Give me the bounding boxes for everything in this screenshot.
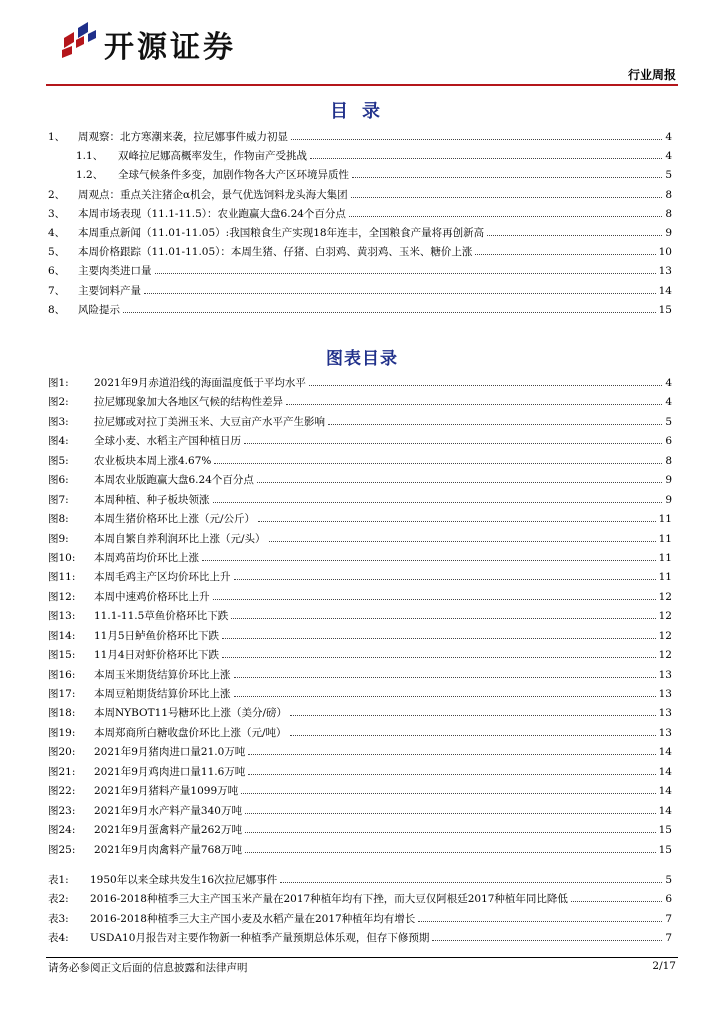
- figure-item-page: 11: [658, 571, 672, 584]
- table-item[interactable]: [48, 891, 672, 910]
- toc-item-text: 全球气候条件多变，加剧作物各大产区环境异质性: [118, 169, 349, 182]
- toc-item-number: 4、: [48, 226, 66, 239]
- figure-item-number: 图23:: [48, 804, 76, 817]
- figure-item[interactable]: [48, 453, 672, 472]
- figure-item-page: 5: [665, 415, 672, 428]
- dot-leader: [231, 618, 655, 619]
- figure-item-text: 本周自繁自养利润环比上涨（元/头）: [94, 532, 266, 545]
- figure-item-text: 2021年9月猪料产量1099万吨: [94, 785, 239, 798]
- dot-leader: [290, 735, 656, 736]
- dot-leader: [144, 293, 656, 294]
- toc-item[interactable]: [48, 167, 672, 186]
- figure-item-number: 图5:: [48, 454, 69, 467]
- figure-item[interactable]: [48, 705, 672, 724]
- figure-item[interactable]: [48, 433, 672, 452]
- figure-item-text: 11月4日对虾价格环比下跌: [94, 649, 220, 662]
- figure-item-page: 13: [658, 707, 672, 720]
- dot-leader: [245, 852, 656, 853]
- toc-item[interactable]: [48, 148, 672, 167]
- toc-item-page: 4: [665, 150, 672, 163]
- kaiyuan-logo-icon: [58, 20, 98, 60]
- figure-item-page: 11: [658, 551, 672, 564]
- dot-leader: [571, 901, 662, 902]
- table-list: [48, 872, 672, 949]
- toc-list: [48, 129, 672, 321]
- dot-leader: [310, 158, 662, 159]
- dot-leader: [234, 579, 656, 580]
- figure-item-page: 14: [658, 785, 672, 798]
- toc-item-text: 本周价格跟踪（11.01-11.05）：本周生猪、仔猪、白羽鸡、黄羽鸡、玉米、糖价上涨: [78, 246, 473, 259]
- figure-item-page: 12: [658, 590, 672, 603]
- toc-item[interactable]: [48, 129, 672, 148]
- figure-item-page: 13: [658, 688, 672, 700]
- toc-item-page: 14: [658, 284, 672, 297]
- figure-item-page: 12: [658, 629, 672, 642]
- figure-item[interactable]: [48, 414, 672, 433]
- figure-item-page: 11: [658, 532, 672, 545]
- toc-item-page: 8: [665, 188, 672, 201]
- table-item-text: USDA10月报告对主要作物新一种植季产量预期总体乐观，但存下修预期: [90, 931, 430, 944]
- figure-item-number: 图22:: [48, 785, 76, 798]
- table-item-number: 表1:: [48, 874, 69, 886]
- toc-item-number: 5、: [48, 246, 66, 259]
- figure-item-text: 本周生猪价格环比上涨（元/公斤）: [94, 513, 256, 526]
- figure-item-text: 2021年9月鸡肉进口量11.6万吨: [94, 765, 246, 778]
- toc-item-number: 1、: [48, 131, 66, 143]
- dot-leader: [349, 216, 662, 217]
- figure-item-text: 2021年9月猪肉进口量21.0万吨: [94, 746, 246, 759]
- toc-item-page: 9: [665, 226, 672, 239]
- figure-item-number: 图11:: [48, 571, 76, 584]
- dot-leader: [248, 774, 655, 775]
- toc-item[interactable]: [48, 302, 672, 321]
- figure-item[interactable]: [48, 783, 672, 802]
- figure-item-text: 2021年9月水产料产量340万吨: [94, 804, 242, 817]
- table-item-page: 6: [665, 893, 672, 906]
- figure-item[interactable]: [48, 394, 672, 413]
- table-item[interactable]: [48, 872, 672, 891]
- figure-item-text: 拉尼娜现象加大各地区气候的结构性差异: [94, 396, 283, 409]
- figure-item[interactable]: [48, 725, 672, 744]
- figure-item[interactable]: [48, 511, 672, 530]
- figure-item[interactable]: [48, 744, 672, 763]
- toc-item-number: 8、: [48, 303, 66, 316]
- table-item-text: 2016-2018种植季三大主产国小麦及水稻产量在2017种植年均有增长: [90, 912, 416, 925]
- figure-item[interactable]: [48, 842, 672, 861]
- figure-item-page: 12: [658, 649, 672, 662]
- dot-leader: [245, 813, 656, 814]
- dot-leader: [123, 312, 656, 313]
- table-item-page: 7: [665, 931, 672, 944]
- figure-item[interactable]: [48, 375, 672, 394]
- figure-item-page: 13: [658, 726, 672, 739]
- toc-item-page: 5: [665, 169, 672, 182]
- figure-list: [48, 375, 672, 861]
- figure-item[interactable]: [48, 822, 672, 841]
- table-item-number: 表2:: [48, 893, 69, 906]
- figure-item-number: 图13:: [48, 610, 76, 623]
- figure-item-page: 6: [665, 435, 672, 448]
- figure-item-number: 图18:: [48, 707, 76, 720]
- figure-item-text: 拉尼娜或对拉丁美洲玉米、大豆亩产水平产生影响: [94, 415, 325, 428]
- dot-leader: [291, 139, 662, 140]
- figure-item[interactable]: [48, 472, 672, 491]
- toc-item-text: 周观点：重点关注猪企α机会，景气优选饲料龙头海大集团: [78, 188, 348, 201]
- figure-item-number: 图20:: [48, 746, 76, 759]
- toc-item-text: 本周市场表现（11.1-11.5）：农业跑赢大盘6.24个百分点: [78, 207, 346, 220]
- dot-leader: [155, 273, 656, 274]
- dot-leader: [351, 197, 663, 198]
- page-header: [0, 0, 724, 90]
- figure-item-page: 9: [665, 474, 672, 487]
- dot-leader: [418, 921, 662, 922]
- figure-item-text: 本周鸡苗均价环比上涨: [94, 551, 199, 564]
- report-type-label: 行业周报: [627, 68, 676, 82]
- dot-leader: [309, 385, 662, 386]
- figure-item-page: 14: [658, 765, 672, 778]
- toc-item-page: 10: [658, 246, 672, 259]
- dot-leader: [222, 657, 656, 658]
- toc-item-text: 风险提示: [78, 303, 120, 316]
- figure-item-text: 本周郑商所白糖收盘价环比上涨（元/吨）: [94, 726, 287, 739]
- figure-item-text: 本周农业版跑赢大盘6.24个百分点: [94, 474, 254, 487]
- figure-item-page: 4: [665, 396, 672, 409]
- figure-item[interactable]: [48, 686, 672, 705]
- toc-item-number: 3、: [48, 207, 66, 220]
- figure-item[interactable]: [48, 569, 672, 588]
- figure-item-number: 图9:: [48, 532, 69, 545]
- dot-leader: [432, 940, 662, 941]
- figure-item-text: 本周中速鸡价格环比上升: [94, 590, 210, 603]
- figure-item[interactable]: [48, 531, 672, 550]
- figure-item[interactable]: [48, 803, 672, 822]
- figure-item-text: 2021年9月肉禽料产量768万吨: [94, 843, 242, 856]
- table-item-text: 1950年以来全球共发生16次拉尼娜事件: [90, 874, 278, 886]
- toc-title: 目录: [330, 101, 394, 122]
- table-item-text: 2016-2018种植季三大主产国玉米产量在2017种植年均有下挫，而大豆仅阿根廷2017种植年同比降低: [90, 893, 568, 906]
- figure-item-number: 图1:: [48, 377, 69, 389]
- figure-item-number: 图24:: [48, 824, 76, 837]
- dot-leader: [214, 463, 662, 464]
- figures-title: 图表目录: [326, 349, 398, 369]
- figure-item-page: 12: [658, 610, 672, 623]
- dot-leader: [280, 882, 662, 883]
- toc-item-text: 主要饲料产量: [78, 284, 141, 297]
- brand-name: 开源证券: [104, 30, 236, 65]
- figure-item-page: 4: [665, 377, 672, 389]
- figure-item-text: 11月5日鲈鱼价格环比下跌: [94, 629, 220, 642]
- figure-item-text: 农业板块本周上涨4.67%: [94, 454, 212, 467]
- figure-item-text: 全球小麦、水稻主产国种植日历: [94, 435, 241, 448]
- page-number: 2/17: [652, 960, 676, 972]
- toc-item[interactable]: [48, 206, 672, 225]
- figure-item-page: 8: [665, 454, 672, 467]
- figure-item-number: 图15:: [48, 649, 76, 662]
- dot-leader: [258, 521, 656, 522]
- dot-leader: [245, 832, 656, 833]
- figure-item[interactable]: [48, 608, 672, 627]
- figure-item-number: 图14:: [48, 629, 76, 642]
- toc-item-page: 13: [658, 265, 672, 278]
- figure-item-number: 图25:: [48, 843, 76, 856]
- dot-leader: [234, 677, 656, 678]
- dot-leader: [257, 482, 662, 483]
- dot-leader: [241, 793, 656, 794]
- dot-leader: [213, 502, 663, 503]
- dot-leader: [269, 541, 656, 542]
- dot-leader: [475, 254, 655, 255]
- figure-item-number: 图10:: [48, 551, 76, 564]
- figure-item[interactable]: [48, 589, 672, 608]
- figure-item-page: 14: [658, 746, 672, 759]
- toc-item[interactable]: [48, 225, 672, 244]
- toc-item-page: 4: [665, 131, 672, 143]
- toc-item-number: 6、: [48, 265, 66, 278]
- figure-item-number: 图8:: [48, 513, 69, 526]
- toc-item-number: 1.1、: [76, 150, 104, 163]
- figure-item-text: 2021年9月蛋禽料产量262万吨: [94, 824, 242, 837]
- table-item-number: 表3:: [48, 912, 69, 925]
- figure-item-text: 本周NYBOT11号糖环比上涨（美分/磅）: [94, 707, 288, 720]
- dot-leader: [352, 177, 662, 178]
- dot-leader: [213, 599, 656, 600]
- toc-item[interactable]: [48, 244, 672, 263]
- dot-leader: [290, 715, 656, 716]
- figure-item-number: 图12:: [48, 590, 76, 603]
- figure-item-page: 14: [658, 804, 672, 817]
- figure-item-number: 图6:: [48, 474, 69, 487]
- table-item-number: 表4:: [48, 931, 69, 944]
- toc-item[interactable]: [48, 283, 672, 302]
- figure-item-number: 图4:: [48, 435, 69, 448]
- figure-item-number: 图7:: [48, 493, 69, 506]
- dot-leader: [487, 235, 662, 236]
- figure-item-number: 图17:: [48, 688, 76, 700]
- table-item-page: 7: [665, 912, 672, 925]
- footer-divider: [46, 957, 678, 958]
- figure-item-text: 本周种植、种子板块领涨: [94, 493, 210, 506]
- figure-item-text: 本周玉米期货结算价环比上涨: [94, 668, 231, 681]
- figure-item-number: 图2:: [48, 396, 69, 409]
- dot-leader: [286, 404, 662, 405]
- figure-item-page: 11: [658, 513, 672, 526]
- figure-item-page: 13: [658, 668, 672, 681]
- figure-item[interactable]: [48, 647, 672, 666]
- figure-item-number: 图19:: [48, 726, 76, 739]
- dot-leader: [328, 424, 662, 425]
- toc-item-text: 本周重点新闻（11.01-11.05）:我国粮食生产实现18年连丰，全国粮食产量将再创新高: [78, 226, 485, 239]
- figure-item[interactable]: [48, 550, 672, 569]
- toc-item[interactable]: [48, 187, 672, 206]
- figure-item-number: 图21:: [48, 765, 76, 778]
- toc-item-page: 15: [658, 303, 672, 316]
- toc-item[interactable]: [48, 263, 672, 282]
- toc-item-text: 双峰拉尼娜高概率发生，作物亩产受挑战: [118, 150, 307, 163]
- figure-item-page: 9: [665, 493, 672, 506]
- figure-item-text: 本周毛鸡主产区均价环比上升: [94, 571, 231, 584]
- toc-item-text: 主要肉类进口量: [78, 265, 152, 278]
- figure-item-text: 11.1-11.5草鱼价格环比下跌: [94, 610, 229, 623]
- toc-item-number: 7、: [48, 284, 66, 297]
- dot-leader: [202, 560, 656, 561]
- legal-disclaimer: 请务必参阅正文后面的信息披露和法律声明: [48, 962, 248, 974]
- toc-item-page: 8: [665, 207, 672, 220]
- table-item[interactable]: [48, 911, 672, 930]
- dot-leader: [248, 754, 655, 755]
- figure-item-page: 15: [658, 843, 672, 856]
- figure-item[interactable]: [48, 667, 672, 686]
- figure-item[interactable]: [48, 764, 672, 783]
- dot-leader: [244, 443, 662, 444]
- table-item-page: 5: [665, 874, 672, 886]
- toc-item-text: 周观察：北方寒潮来袭，拉尼娜事件威力初显: [78, 131, 288, 143]
- toc-item-number: 2、: [48, 188, 66, 201]
- figure-item[interactable]: [48, 628, 672, 647]
- table-item[interactable]: [48, 930, 672, 949]
- header-divider: [46, 84, 678, 86]
- figure-item[interactable]: [48, 492, 672, 511]
- figure-item-text: 2021年9月赤道沿线的海面温度低于平均水平: [94, 377, 306, 389]
- figure-item-page: 15: [658, 824, 672, 837]
- figure-item-number: 图16:: [48, 668, 76, 681]
- figure-item-number: 图3:: [48, 415, 69, 428]
- toc-item-number: 1.2、: [76, 169, 104, 182]
- dot-leader: [222, 638, 656, 639]
- figure-item-text: 本周豆粕期货结算价环比上涨: [94, 688, 231, 700]
- dot-leader: [234, 696, 656, 697]
